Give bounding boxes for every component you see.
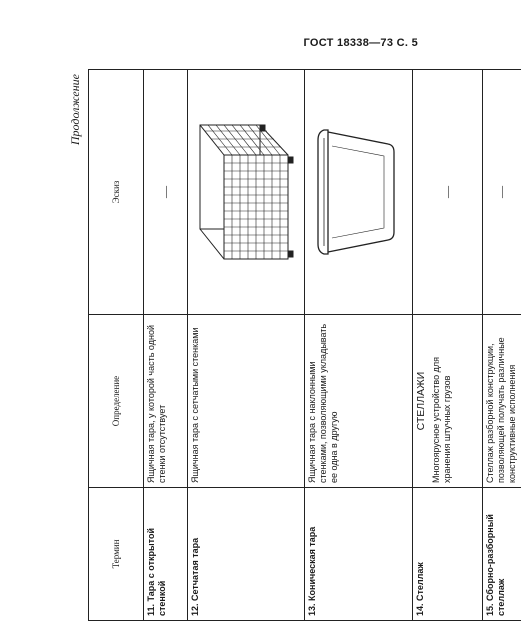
definition-cell: Ящичная тара, у которой часть одной стенки отсутствует [144, 315, 188, 488]
column-header-definition: Определение [89, 315, 144, 488]
section-heading: СТЕЛЛАЖИ [415, 371, 427, 431]
sketch-cell [188, 70, 305, 315]
continuation-label: Продолжение [68, 74, 82, 146]
definition-cell: Стеллаж разборной конструкции, позволяющей получать различные конструктивные исполнения [483, 315, 521, 488]
sketch-cell [305, 70, 413, 315]
sketch-dash: — [493, 186, 508, 198]
definition-cell: Ящичная тара с сетчатыми стенками [188, 315, 305, 488]
definition-cell [413, 315, 483, 488]
table-row [305, 70, 413, 621]
page-header: ГОСТ 18338—73 С. 5 [303, 37, 418, 49]
term-cell: 12. Сетчатая тара [188, 488, 305, 621]
term-cell: 14. Стеллаж [413, 488, 483, 621]
term-cell: 13. Коническая тара [305, 488, 413, 621]
column-header-sketch: Эскиз [89, 70, 144, 315]
definition-cell: Ящичная тара с наклонными стенками, позволяющими укладывать ее одна в другую [305, 315, 413, 488]
conical-container-icon [314, 122, 398, 262]
sketch-dash: — [439, 186, 454, 198]
table-row [413, 70, 483, 621]
table-row [483, 70, 521, 621]
term-cell: 11. Тара с открытой стенкой [144, 488, 188, 621]
table-row [188, 70, 305, 621]
sketch-dash: — [157, 186, 172, 198]
column-header-term: Термин [89, 488, 144, 621]
definition-text: Многоярусное устройство для хранения штучных грузов [430, 357, 452, 483]
terms-table [88, 69, 521, 621]
sketch-cell [144, 70, 188, 315]
term-cell: 15. Сборно-разборный стеллаж [483, 488, 521, 621]
rotated-table-area [68, 70, 517, 621]
mesh-crate-icon [190, 117, 298, 267]
sketch-cell [483, 70, 521, 315]
sketch-cell [413, 70, 483, 315]
table-row [144, 70, 188, 621]
table-header-row [89, 70, 144, 621]
